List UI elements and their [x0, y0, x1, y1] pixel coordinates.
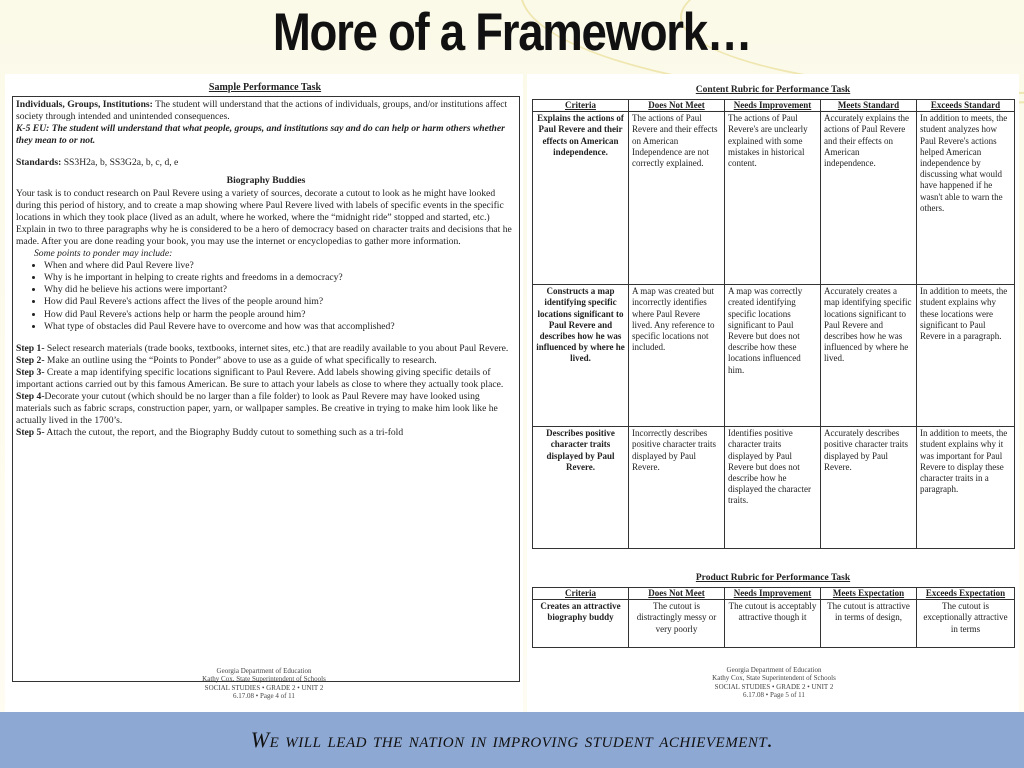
step-label: Step 3- [16, 366, 45, 378]
slide-motto: We will lead the nation in improving student achievement. [250, 727, 774, 752]
column-header: Exceeds Standard [917, 100, 1015, 112]
footer-line: Georgia Department of Education [726, 666, 822, 674]
column-header: Does Not Meet [629, 588, 725, 600]
list-item: • When and where did Paul Revere live? [44, 260, 516, 272]
step-4 [16, 391, 516, 427]
content-rubric-title: Content Rubric for Performance Task [695, 85, 851, 95]
step-text: Create a map identifying specific locations significant to Paul Revere. Add labels showing giving specific details of important actions carried out by this famous American. Be sure to attach your labels as close to where they actually took place. [16, 366, 504, 390]
footer-line: SOCIAL STUDIES • GRADE 2 • UNIT 2 [714, 682, 834, 691]
task-description: Your task is to conduct research on Paul Revere using a variety of sources, decorate a cutout to look as he might have looked during this period of history, and to create a map showing where Paul Revere lived with labels of specific events in the specific locations in which they took place (lived as an adult, where he worked, where the “midnight ride” stopped and started, etc.) Explain in two to three paragraphs why he is considered to be a hero of democracy based on character traits and decisions that he made. After you are done reading your book, you may use the internet or encyclopedias to gather more information. [16, 187, 512, 247]
table-cell: The cutout is distractingly messy or very poorly [629, 600, 725, 648]
step-label: Step 1- [16, 342, 45, 354]
step-3 [16, 367, 516, 391]
step-2 [16, 355, 516, 367]
step-5 [16, 427, 516, 439]
slide-title: More of a Framework… [272, 3, 752, 62]
product-rubric-title: Product Rubric for Performance Task [695, 573, 851, 583]
table-cell: Accurately describes positive character traits displayed by Paul Revere. [821, 427, 917, 549]
table-cell: In addition to meets, the student explains why it was important for Paul Revere to display these character traits in a paragraph. [917, 427, 1015, 549]
table-header-row [533, 588, 1015, 600]
rubric-document [527, 74, 1019, 712]
list-item: • How did Paul Revere's actions help or harm the people around him? [44, 309, 516, 321]
sample-task-heading: Sample Performance Task [208, 82, 322, 93]
step-label: Step 2- [16, 354, 45, 366]
table-row [533, 427, 1015, 549]
standards-label: Standards: [16, 157, 62, 169]
footer-line: 6.17.08 • Page 4 of 11 [233, 692, 295, 701]
step-text: Make an outline using the “Points to Ponder” above to use as a guide of what specifically to research. [44, 354, 437, 366]
left-page-footer [114, 667, 414, 701]
table-cell: In addition to meets, the student analyzes how Paul Revere's actions helped American independence by discussing what would have happened if he wasn't able to warn the others. [917, 112, 1015, 285]
ig-label: Individuals, Groups, Institutions: [16, 99, 153, 110]
right-page-footer [624, 666, 924, 700]
step-label: Step 4- [16, 391, 45, 403]
footer-line: 6.17.08 • Page 5 of 11 [743, 691, 805, 700]
ig-text: The student will understand that the actions of individuals, groups, and/or institutions affect society through intended and unintended consequences. [16, 99, 508, 123]
standards-value: SS3H2a, b, SS3G2a, b, c, d, e [61, 157, 179, 169]
table-cell: The cutout is attractive in terms of design, [821, 600, 917, 648]
step-1 [16, 343, 516, 355]
table-cell: Identifies positive character traits displayed by Paul Revere but does not describe how he displayed the character traits. [725, 427, 821, 549]
column-header: Exceeds Expectation [917, 588, 1015, 600]
task-box [12, 96, 520, 682]
table-cell: The actions of Paul Revere's are unclearly explained with some mistakes in historical content. [725, 112, 821, 285]
footer-line: SOCIAL STUDIES • GRADE 2 • UNIT 2 [204, 683, 324, 692]
footer-line: Kathy Cox, State Superintendent of Schools [712, 674, 836, 683]
step-text: Attach the cutout, the report, and the Biography Buddy cutout to something such as a tri-fold [44, 427, 404, 439]
column-header: Criteria [533, 100, 629, 112]
list-item: • Why is he important in helping to create rights and freedoms in a democracy? [44, 272, 516, 284]
step-text: Decorate your cutout (which should be no larger than a file folder) to look as Paul Revere may have looked using materials such as fabric scraps, construction paper, yarn, or wallpaper samples. Be creative in trying to make him look like he actually lived in the 1700’s. [16, 391, 498, 427]
step-text: Select research materials (trade books, textbooks, internet sites, etc.) that are readily available to you about Paul Revere. [44, 342, 509, 354]
column-header: Does Not Meet [629, 100, 725, 112]
list-item: • What type of obstacles did Paul Revere have to overcome and how was that accomplished? [44, 321, 516, 333]
table-cell: A map was created but incorrectly identifies where Paul Revere lived. Any reference to specific locations not included. [629, 285, 725, 427]
column-header: Needs Improvement [725, 588, 821, 600]
table-cell: The cutout is acceptably attractive though it [725, 600, 821, 648]
footer-line: Kathy Cox, State Superintendent of Schools [202, 675, 326, 684]
points-list [16, 260, 516, 333]
column-header: Needs Improvement [725, 100, 821, 112]
table-cell: Explains the actions of Paul Revere and their effects on American independence. [533, 112, 629, 285]
table-row [533, 600, 1015, 648]
table-cell: Constructs a map identifying specific locations significant to Paul Revere and describes how he was influenced by where he lived. [533, 285, 629, 427]
table-cell: The actions of Paul Revere and their effects on American Independence are not correctly explained. [629, 112, 725, 285]
table-row [533, 112, 1015, 285]
table-cell: Accurately creates a map identifying specific locations significant to Paul Revere and describes how he was influenced by where he lived. [821, 285, 917, 427]
column-header: Meets Expectation [821, 588, 917, 600]
table-cell: Accurately explains the actions of Paul Revere and their effects on American independence. [821, 112, 917, 285]
table-header-row [533, 100, 1015, 112]
table-cell: Incorrectly describes positive character traits displayed by Paul Revere. [629, 427, 725, 549]
table-cell: In addition to meets, the student explains why these locations were significant to Paul Revere in a paragraph. [917, 285, 1015, 427]
table-cell: Creates an attractive biography buddy [533, 600, 629, 648]
k5-eu-text: K-5 EU: The student will understand that what people, groups, and institutions say and do can help or harm others whether they mean to or not. [16, 123, 505, 147]
sample-performance-task-document [5, 74, 523, 712]
step-label: Step 5- [16, 427, 45, 439]
product-rubric-table [532, 587, 1015, 648]
points-intro: Some points to ponder may include: [34, 248, 173, 260]
list-item: • Why did he believe his actions were important? [44, 284, 516, 296]
biography-buddies-heading: Biography Buddies [226, 175, 306, 187]
column-header: Criteria [533, 588, 629, 600]
table-cell: Describes positive character traits displayed by Paul Revere. [533, 427, 629, 549]
table-row [533, 285, 1015, 427]
content-rubric-table [532, 99, 1015, 549]
footer-line: Georgia Department of Education [216, 667, 312, 675]
list-item: • How did Paul Revere's actions affect the lives of the people around him? [44, 296, 516, 308]
column-header: Meets Standard [821, 100, 917, 112]
table-cell: A map was correctly created identifying specific locations significant to Paul Revere but does not describe how these locations influenced him. [725, 285, 821, 427]
table-cell: The cutout is exceptionally attractive in terms [917, 600, 1015, 648]
